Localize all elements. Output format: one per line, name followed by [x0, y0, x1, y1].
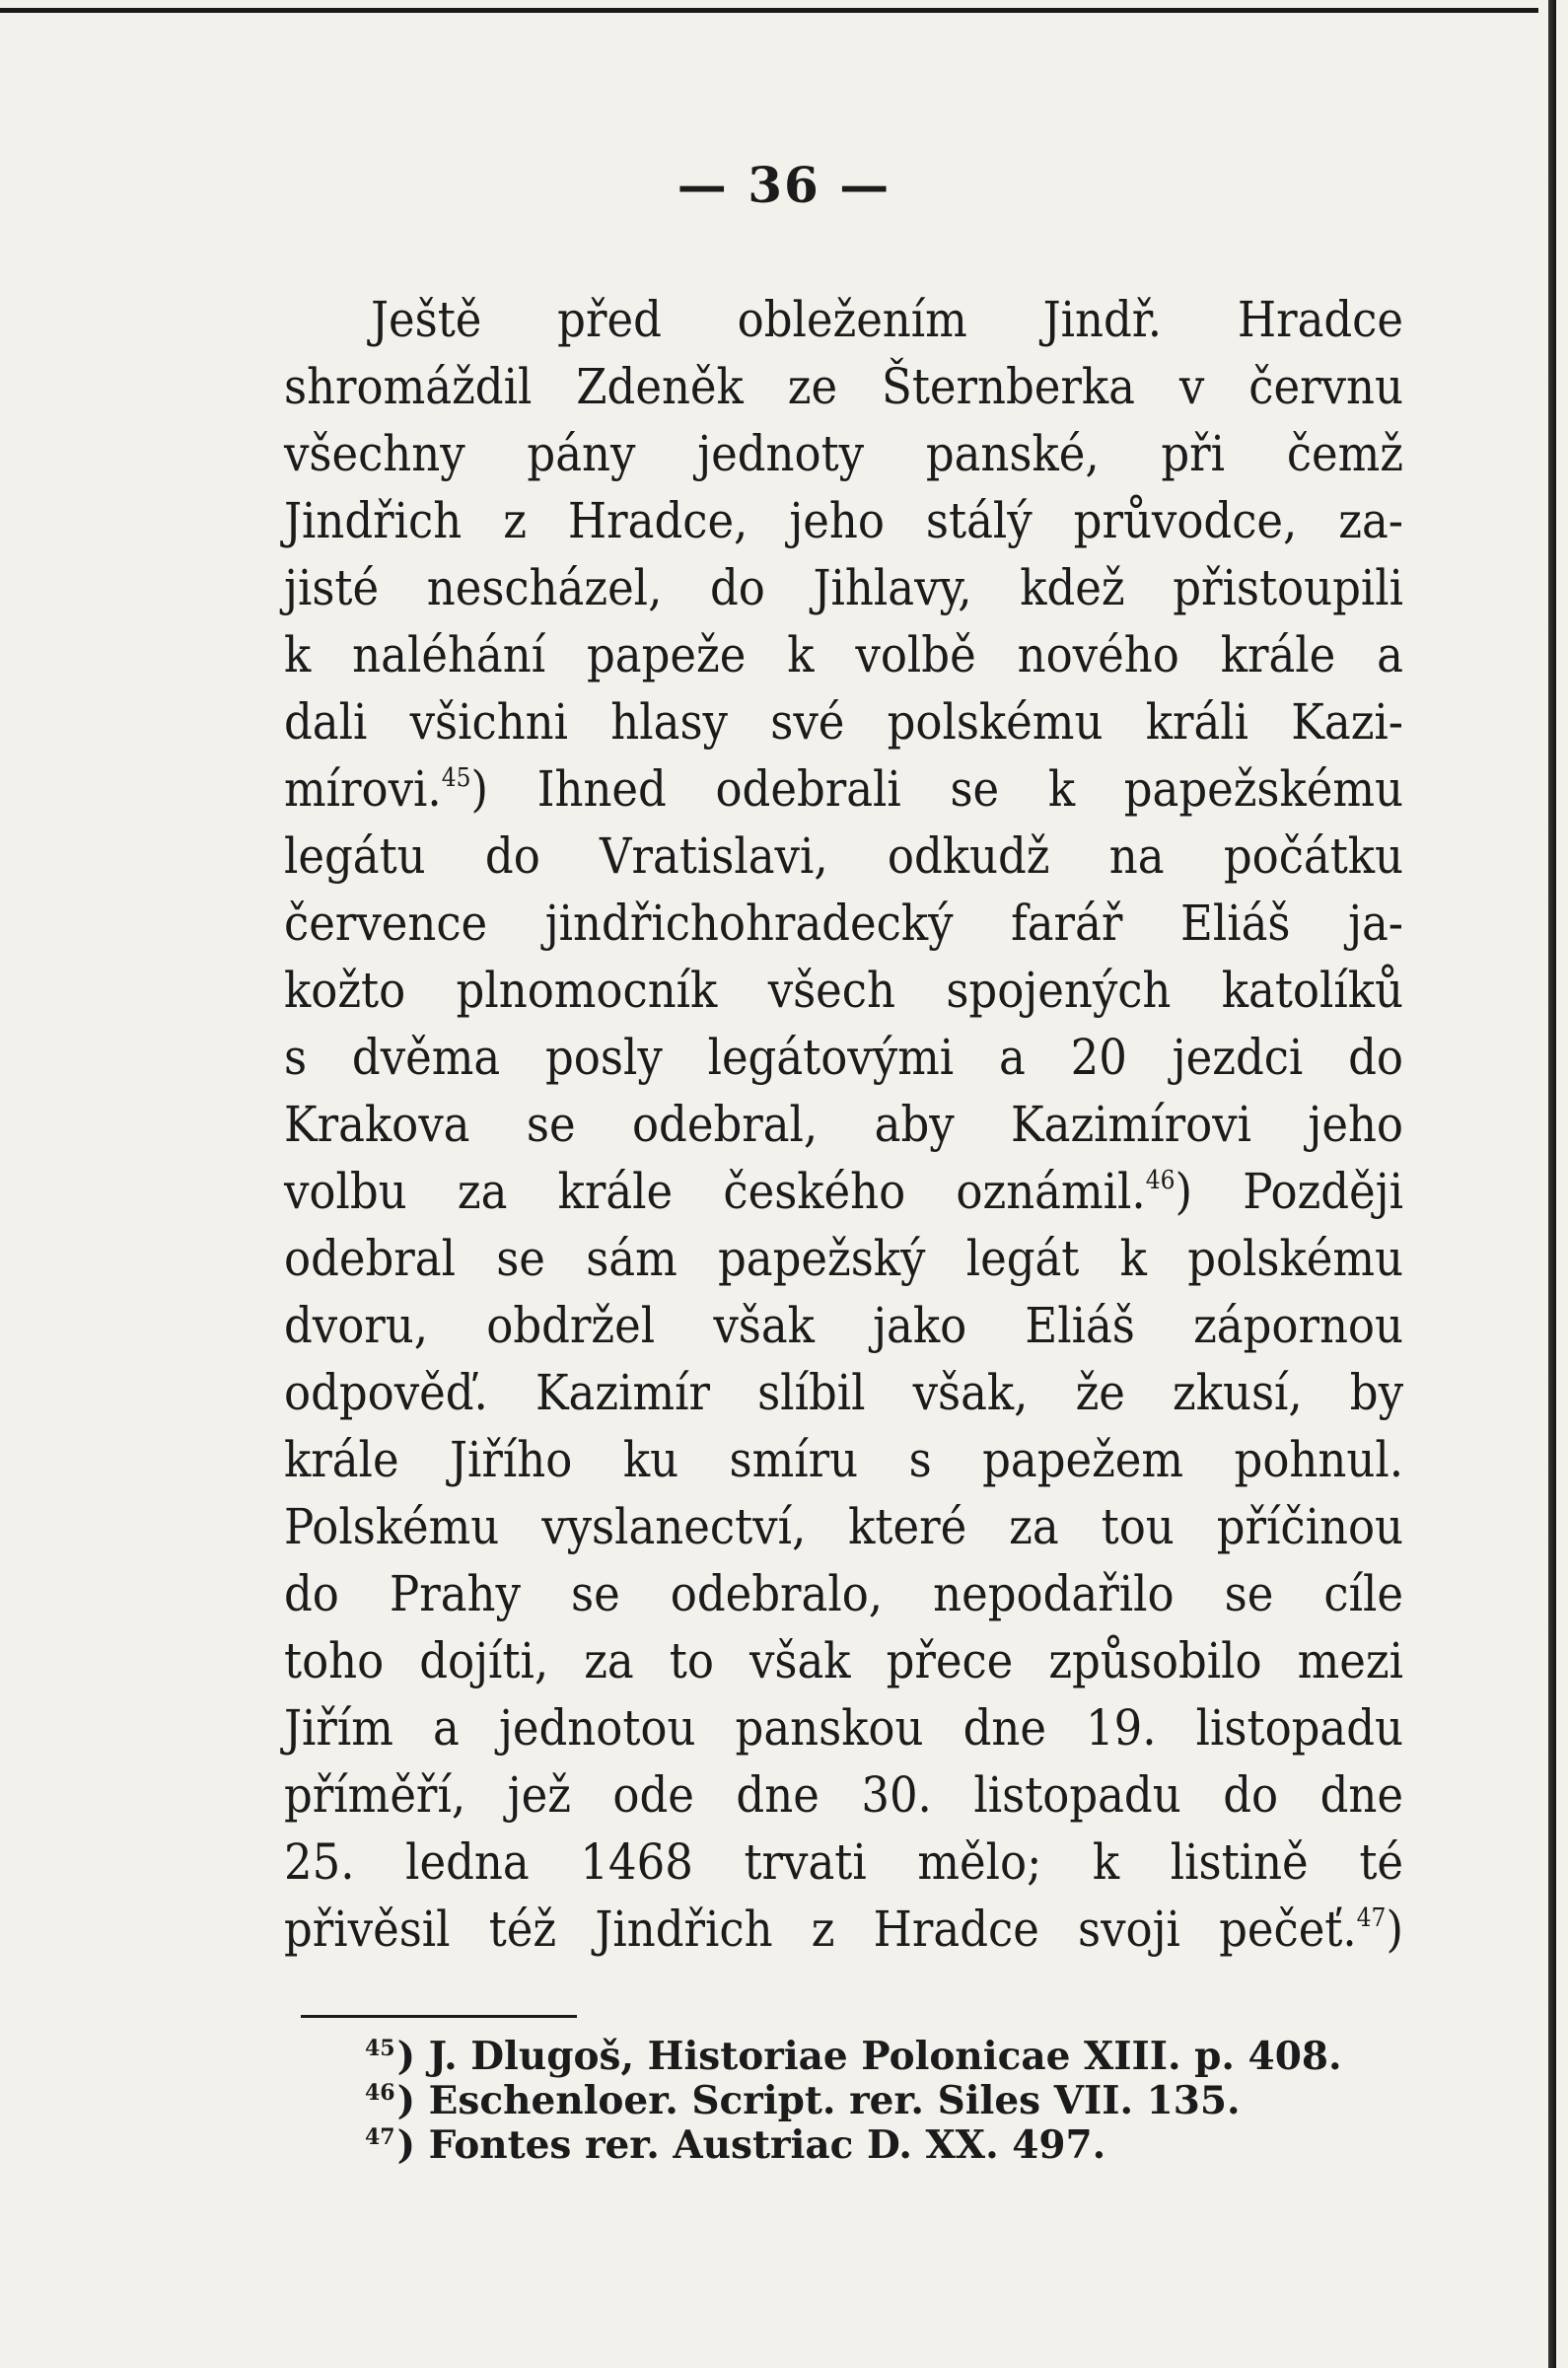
text-line: shromáždil Zdeněk ze Šternberka v červnu — [284, 358, 1403, 415]
footnote-divider — [301, 2015, 577, 2018]
footnote: $^{45}$) J. Dlugoš, Historiae Polonicae XIII. p. 408. — [365, 2034, 1342, 2079]
text-line: odebral se sám papežský legát k polskému — [284, 1230, 1403, 1287]
text-line: Jiřím a jednotou panskou dne 19. listopadu — [284, 1699, 1403, 1757]
text-line: Krakova se odebral, aby Kazimírovi jeho — [284, 1096, 1403, 1153]
body-text — [284, 286, 1403, 1963]
footnotes — [365, 2035, 1410, 2168]
text-line: Ještě před obležením Jindř. Hradce — [371, 291, 1403, 348]
text-line: s dvěma posly legátovými a 20 jezdci do — [284, 1029, 1403, 1086]
text-line: do Prahy se odebralo, nepodařilo se cíle — [284, 1565, 1403, 1622]
text-line: Polskému vyslanectví, které za tou příčinou — [284, 1498, 1403, 1555]
text-line: odpověď. Kazimír slíbil však, že zkusí, by — [284, 1364, 1403, 1421]
top-edge-rule — [0, 8, 1538, 13]
text-line: kožto plnomocník všech spojených katolíků — [284, 962, 1403, 1019]
text-line: příměří, jež ode dne 30. listopadu do dne — [284, 1766, 1403, 1824]
footnote-reference: 45 — [441, 763, 471, 793]
footnote: $^{46}$) Eschenloer. Script. rer. Siles VII. 135. — [365, 2078, 1241, 2123]
footnote-reference: 47 — [1356, 1903, 1387, 1933]
text-line: dali všichni hlasy své polskému králi Kazi- — [284, 693, 1403, 751]
text-line: legátu do Vratislavi, odkudž na počátku — [284, 827, 1403, 885]
page-binding-edge — [1548, 0, 1556, 2368]
text-line: 25. ledna 1468 trvati mělo; k listině té — [284, 1833, 1403, 1891]
footnote: $^{47}$) Fontes rer. Austriac D. XX. 497. — [365, 2122, 1106, 2168]
text-line: mírovi.$^{45}$) Ihned odebrali se k papežskému — [284, 760, 1403, 818]
text-line: k naléhání papeže k volbě nového krále a — [284, 626, 1403, 683]
text-line: toho dojíti, za to však přece způsobilo mezi — [284, 1632, 1403, 1689]
page-number: — 36 — — [677, 156, 891, 214]
text-line: volbu za krále českého oznámil.$^{46}$) Později — [284, 1163, 1403, 1220]
text-line: července jindřichohradecký farář Eliáš ja- — [284, 895, 1403, 952]
text-line: všechny pány jednoty panské, při čemž — [284, 425, 1403, 482]
text-line: Jindřich z Hradce, jeho stálý průvodce, za- — [284, 492, 1403, 549]
text-line: jisté nescházel, do Jihlavy, kdež přistoupili — [284, 559, 1403, 616]
text-line: dvoru, obdržel však jako Eliáš zápornou — [284, 1297, 1403, 1354]
footnote-reference: 46 — [1145, 1166, 1176, 1195]
text-line: přivěsil též Jindřich z Hradce svoji pečeť.$^{47}$) — [284, 1901, 1403, 1958]
text-line: krále Jiřího ku smíru s papežem pohnul. — [284, 1431, 1403, 1488]
